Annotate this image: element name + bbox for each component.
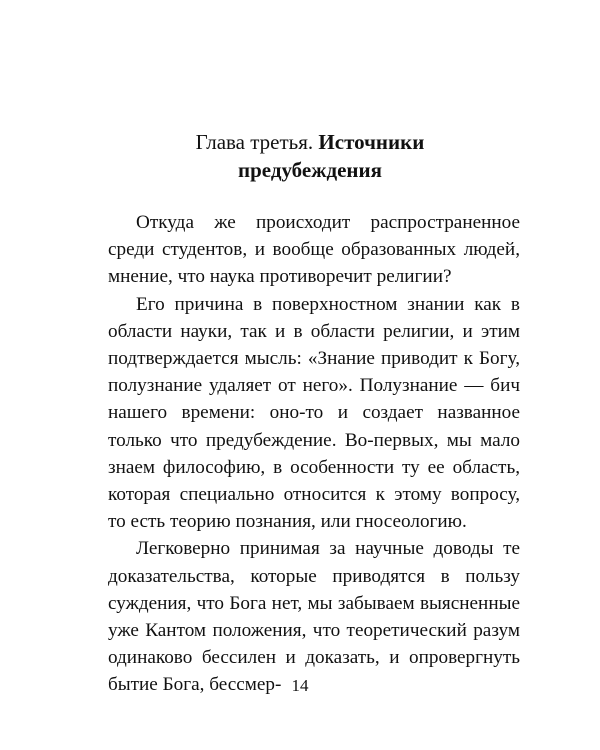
chapter-title bbox=[100, 128, 520, 184]
paragraph-2: Его причина в поверхностном знании как в области науки, так и в области религии, и этим подтверждается мысль: «Знание приводит к Богу, полузнание удаляет от него». Полузнание — бич нашего времени: оно-то и создает названное только что предубеждение. Во-первых, мы мало знаем философию, в особенности ту ее область, которая специально относится к этому вопросу, то есть теорию познания, или гносеологию. bbox=[108, 293, 520, 533]
chapter-body bbox=[108, 209, 520, 699]
chapter-title-line1: Источники bbox=[318, 130, 425, 154]
paragraph-3: Легковерно принимая за научные доводы те доказательства, которые приводятся в пользу суждения, что Бога нет, мы забываем выясненные уже Кантом положения, что теоретический разум одинаково бессилен и доказать, и опровергнуть бытие Бога, бессмер- bbox=[108, 538, 520, 696]
page-number: 14 bbox=[291, 676, 309, 695]
chapter-title-line2: предубеждения bbox=[238, 158, 382, 182]
paragraph-1: Откуда же происходит распространенное среди студентов, и вообще образованных людей, мнение, что наука противоречит религии? bbox=[108, 212, 520, 288]
chapter-prefix: Глава третья. bbox=[195, 130, 319, 154]
